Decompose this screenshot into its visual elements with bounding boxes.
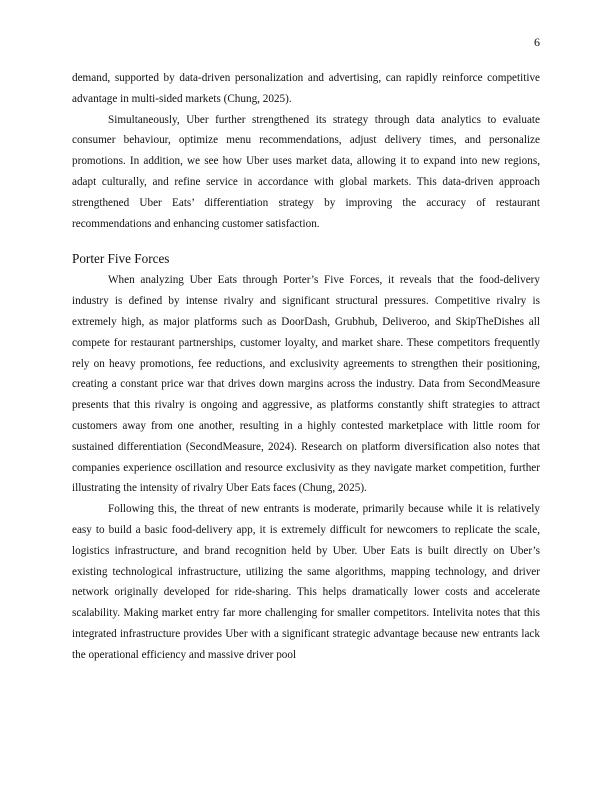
page-number: 6 bbox=[534, 35, 540, 49]
paragraph-data-analytics: Simultaneously, Uber further strengthened its strategy through data analytics to evaluate consumer behaviour, optimize menu recommendations, adjust delivery times, and personalize promotions. In addition, we see how Uber uses market data, allowing it to expand into new regions, adapt culturally, and refine service in accordance with global markets. This data-driven approach strengthened Uber Eats’ differentiation strategy by improving the accuracy of restaurant recommendations and enhancing customer satisfaction. bbox=[72, 113, 540, 230]
section-heading-porter-five-forces: Porter Five Forces bbox=[72, 250, 170, 266]
paragraph-threat-of-new-entrants: Following this, the threat of new entrants is moderate, primarily because while it is relatively easy to build a basic food-delivery app, it is extremely difficult for newcomers to replicate the scale, logistics infrastructure, and brand recognition held by Uber. Uber Eats is built directly on Uber’s existing technological infrastructure, utilizing the same algorithms, mapping technology, and driver network originally developed for ride-sharing. This helps dramatically lower costs and accelerate scalability. Making market entry far more challenging for smaller competitors. Intelivita notes that this integrated infrastructure provides Uber with a significant strategic advantage because new entrants lack the operational efficiency and massive driver pool bbox=[72, 503, 540, 661]
paragraph-continuation: demand, supported by data-driven personalization and advertising, can rapidly reinforce competitive advantage in multi-sided markets (Chung, 2025). bbox=[72, 72, 540, 105]
paragraph-competitive-rivalry: When analyzing Uber Eats through Porter’s Five Forces, it reveals that the food-delivery industry is defined by intense rivalry and significant structural pressures. Competitive rivalry is extremely high, as major platforms such as DoorDash, Grubhub, Deliveroo, and SkipTheDishes all compete for restaurant partnerships, customer loyalty, and market share. These competitors frequently rely on heavy promotions, fee reductions, and exclusivity agreements to strengthen their positioning, creating a constant price war that drives down margins across the industry. Data from SecondMeasure presents that this rivalry is ongoing and aggressive, as platforms constantly shift strategies to attract customers away from one another, resulting in a highly contested marketplace with little room for sustained differentiation (SecondMeasure, 2024). Research on platform diversification also notes that companies experience oscillation and resource exclusivity as they navigate market competition, further illustrating the intensity of rivalry Uber Eats faces (Chung, 2025). bbox=[72, 274, 540, 495]
document-body bbox=[72, 68, 540, 666]
